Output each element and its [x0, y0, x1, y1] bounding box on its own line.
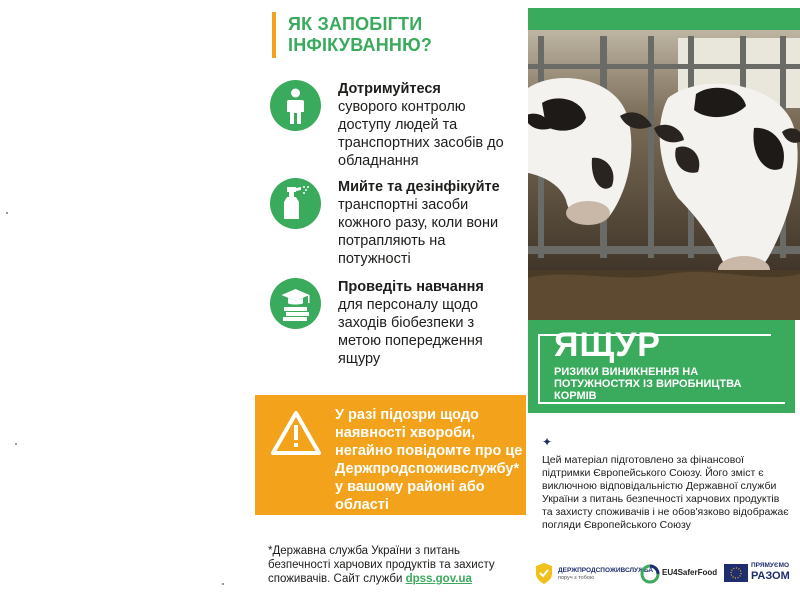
title-accent-bar — [272, 12, 276, 58]
alert-box — [255, 395, 526, 515]
prevention-text — [338, 278, 518, 368]
footnote — [268, 544, 524, 586]
prevention-heading: Дотримуйтеся — [338, 81, 441, 97]
brochure-subtitle: РИЗИКИ ВИНИКНЕННЯ НА ПОТУЖНОСТЯХ ІЗ ВИРОБНИЦТВА КОРМІВ — [554, 366, 742, 402]
prevention-text — [338, 178, 518, 268]
eu4saferfood-logo — [640, 560, 720, 588]
prevention-body: транспортні засоби кожного разу, коли вони потрапляють на потужності — [338, 197, 499, 267]
cows-photo — [528, 8, 800, 320]
razom-top: ПРЯМУЄМО — [751, 562, 790, 569]
scan-speck — [6, 212, 8, 214]
spray-bottle-icon — [270, 178, 321, 229]
prevention-heading: Мийте та дезінфікуйте — [338, 179, 500, 195]
dpss-shield-icon — [534, 562, 554, 586]
partner-logos — [534, 560, 800, 588]
prevention-body: для персоналу щодо заходів біобезпеки з метою попередження ящуру — [338, 297, 483, 367]
dpss-logo — [534, 560, 654, 588]
eu-disclaimer: Цей матеріал підготовлено за фінансової підтримки Європейського Союзу. Його зміст є виключною відповідальністю Державної служби України з питань безпечності харчових продуктів та захисту споживачів і не обов'язково відображає погляди Європейського Союзу — [542, 454, 789, 531]
eu4-circle-icon — [640, 564, 660, 584]
footnote-text: *Державна служба України з питань безпечності харчових продуктів та захисту споживачів. Сайт служби — [268, 545, 495, 585]
dpss-tagline: поруч з тобою — [558, 575, 595, 581]
right-panel — [528, 0, 800, 600]
dpss-name: ДЕРЖПРОДСПОЖИВСЛУЖБА — [558, 567, 654, 574]
eu4-name: EU4SaferFood — [662, 568, 718, 577]
eu-flag-icon — [724, 564, 748, 582]
dpss-website-link[interactable]: dpss.gov.ua — [405, 573, 472, 585]
person-icon — [270, 80, 321, 131]
title-banner — [528, 320, 795, 413]
razom-bottom: РАЗОМ — [751, 570, 790, 582]
warning-icon — [270, 410, 322, 461]
alert-text: У разі підозри щодо наявності хвороби, негайно повідомте про це Держпродспоживслужбу* у вашому районі або області — [335, 407, 523, 513]
razom-logo — [724, 560, 800, 588]
brochure-title: ЯЩУР — [554, 326, 661, 364]
eu-star-icon: ✦ — [542, 435, 553, 449]
prevention-text — [338, 80, 518, 170]
scan-speck — [15, 443, 17, 445]
prevention-body: суворого контролю доступу людей та транспортних засобів до обладнання — [338, 99, 504, 169]
graduation-books-icon — [270, 278, 321, 329]
section-title: ЯК ЗАПОБІГТИ ІНФІКУВАННЮ? — [288, 14, 433, 55]
prevention-heading: Проведіть навчання — [338, 279, 484, 295]
scan-speck — [222, 583, 224, 585]
